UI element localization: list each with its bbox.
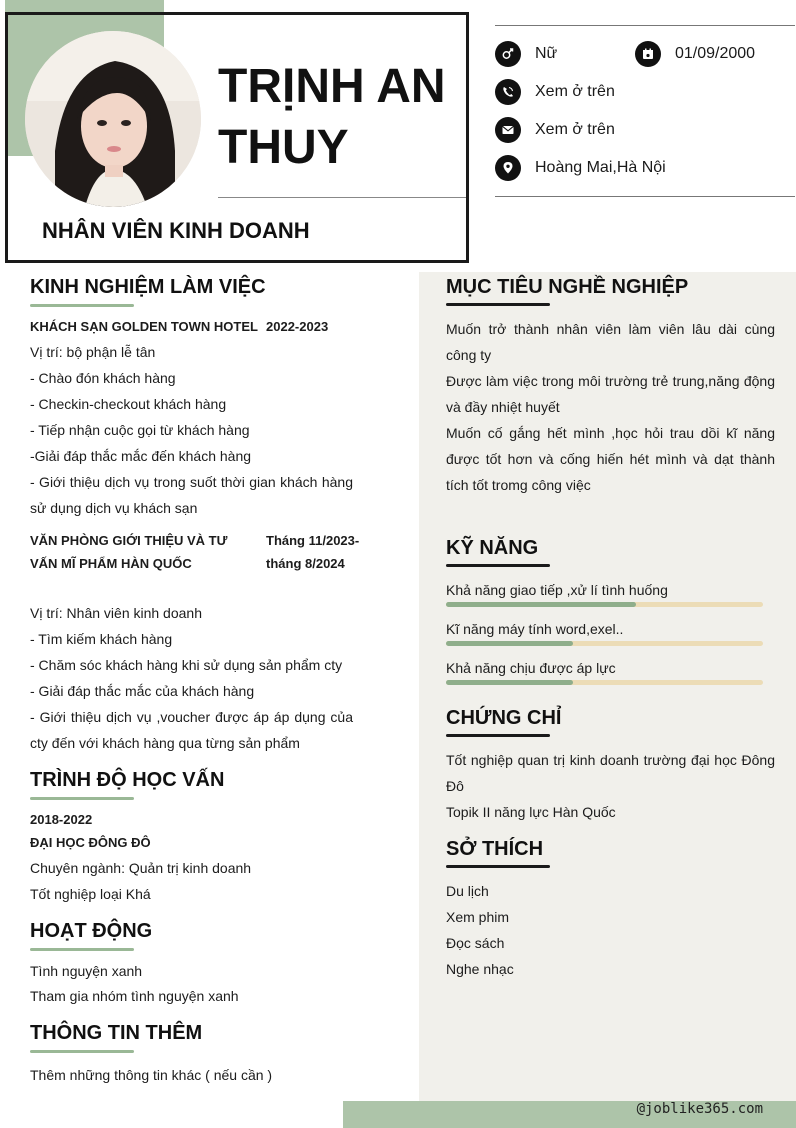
skill-bar-track (446, 602, 763, 607)
mail-icon (495, 117, 521, 143)
education-period: 2018-2022 (30, 812, 93, 827)
more-info-text: Thêm những thông tin khác ( nếu cần ) (30, 1067, 273, 1083)
skill-bar-fill (446, 641, 573, 646)
activity-item: Tham gia nhóm tình nguyện xanh (30, 988, 239, 1004)
job2-company: VĂN PHÒNG GIỚI THIỆU VÀ TƯ VẤN MĨ PHẨM HÀN QUỐC (30, 533, 228, 571)
location-pin-icon (495, 155, 521, 181)
job2-line-4: - Giải đáp thắc mắc của khách hàng (30, 683, 255, 699)
objective-title: MỤC TIÊU NGHỀ NGHIỆP (446, 276, 689, 298)
contact-address (495, 155, 666, 181)
skill-bar-fill (446, 602, 636, 607)
skill-bar-fill (446, 680, 573, 685)
objective-paragraph-2: Được làm việc trong môi trường trẻ trung,năng động và đầy nhiệt huyết (446, 373, 775, 415)
job2-line-1: Vị trí: Nhân viên kinh doanh (30, 605, 202, 621)
contact-phone (495, 79, 615, 105)
more-info-underline (30, 1050, 134, 1053)
job2-line-2: - Tìm kiếm khách hàng (30, 631, 173, 647)
certificates-title: CHỨNG CHỈ (446, 707, 562, 729)
more-info-title: THÔNG TIN THÊM (30, 1022, 203, 1044)
contact-divider-top (495, 25, 795, 26)
skill-bar-track (446, 641, 763, 646)
contact-birthday (635, 41, 755, 67)
gender-value: Nữ (535, 45, 558, 62)
job1-company: KHÁCH SẠN GOLDEN TOWN HOTEL (30, 319, 258, 334)
calendar-icon (635, 41, 661, 67)
education-grade: Tốt nghiệp loại Khá (30, 886, 151, 902)
education-school: ĐẠI HỌC ĐÔNG ĐÔ (30, 835, 151, 850)
job1-line-6: - Giới thiệu dịch vụ trong suốt thời gian khách hàng sử dụng dịch vụ khách sạn (30, 474, 353, 516)
experience-title: KINH NGHIỆM LÀM VIỆC (30, 276, 266, 298)
gender-icon (495, 41, 521, 67)
name-line-1: TRỊNH AN (218, 60, 446, 113)
skill-label: Khả năng chịu được áp lực (446, 660, 616, 676)
job1-line-1: Vị trí: bộ phận lễ tân (30, 344, 156, 360)
activities-underline (30, 948, 134, 951)
email-value: Xem ở trên (535, 121, 615, 138)
hobbies-underline (446, 865, 550, 868)
experience-underline (30, 304, 134, 307)
education-title: TRÌNH ĐỘ HỌC VẤN (30, 769, 225, 791)
objective-underline (446, 303, 550, 306)
education-underline (30, 797, 134, 800)
activities-title: HOẠT ĐỘNG (30, 920, 153, 942)
birthday-value: 01/09/2000 (675, 45, 756, 62)
job2-line-5: - Giới thiệu dịch vụ ,voucher được áp áp dụng của cty đến với khách hàng qua từng sản phẩm (30, 709, 353, 751)
footer-url: @joblike365.com (636, 1101, 763, 1117)
portrait-photo (25, 31, 201, 207)
job2-period: Tháng 11/2023- tháng 8/2024 (266, 533, 360, 571)
contact-divider-bottom (495, 196, 795, 197)
certificate-item: Tốt nghiệp quan trị kinh doanh trường đại học Đông Đô (446, 752, 775, 794)
phone-value: Xem ở trên (535, 83, 615, 100)
certificate-item: Topik II năng lực Hàn Quốc (446, 804, 616, 820)
hobbies-title: SỞ THÍCH (446, 838, 544, 860)
skill-label: Kĩ năng máy tính word,exel.. (446, 621, 624, 637)
contact-gender (495, 41, 557, 67)
job1-line-3: - Checkin-checkout khách hàng (30, 396, 227, 412)
candidate-name (218, 56, 458, 178)
job1-line-2: - Chào đón khách hàng (30, 370, 176, 386)
hobby-item: Nghe nhạc (446, 961, 514, 977)
name-divider (218, 197, 466, 198)
job1-line-5: -Giải đáp thắc mắc đến khách hàng (30, 448, 252, 464)
certificates-underline (446, 734, 550, 737)
job2-line-3: - Chăm sóc khách hàng khi sử dụng sản phẩm cty (30, 657, 343, 673)
job1-period: 2022-2023 (266, 319, 329, 334)
hobby-item: Du lịch (446, 883, 489, 899)
skills-title: KỸ NĂNG (446, 537, 539, 559)
skills-underline (446, 564, 550, 567)
job-title: NHÂN VIÊN KINH DOANH (42, 218, 310, 243)
name-line-2: THUY (218, 121, 349, 174)
education-major: Chuyên ngành: Quản trị kinh doanh (30, 860, 252, 876)
skill-label: Khả năng giao tiếp ,xử lí tình huống (446, 582, 668, 598)
contact-email (495, 117, 615, 143)
hobby-item: Xem phim (446, 909, 510, 925)
activity-item: Tình nguyện xanh (30, 963, 143, 979)
hobby-item: Đọc sách (446, 935, 505, 951)
objective-paragraph-3: Muốn cố gắng hết mình ,học hỏi trau dồi kĩ năng được tốt hơn và cống hiến hét mình và dạt thành tích tốt tromg công việc (446, 425, 775, 493)
address-value: Hoàng Mai,Hà Nội (535, 159, 666, 176)
job1-line-4: - Tiếp nhận cuộc gọi từ khách hàng (30, 422, 250, 438)
avatar (25, 31, 201, 207)
skill-bar-track (446, 680, 763, 685)
phone-icon (495, 79, 521, 105)
objective-paragraph-1: Muốn trở thành nhân viên làm viên lâu dài cùng công ty (446, 321, 775, 363)
